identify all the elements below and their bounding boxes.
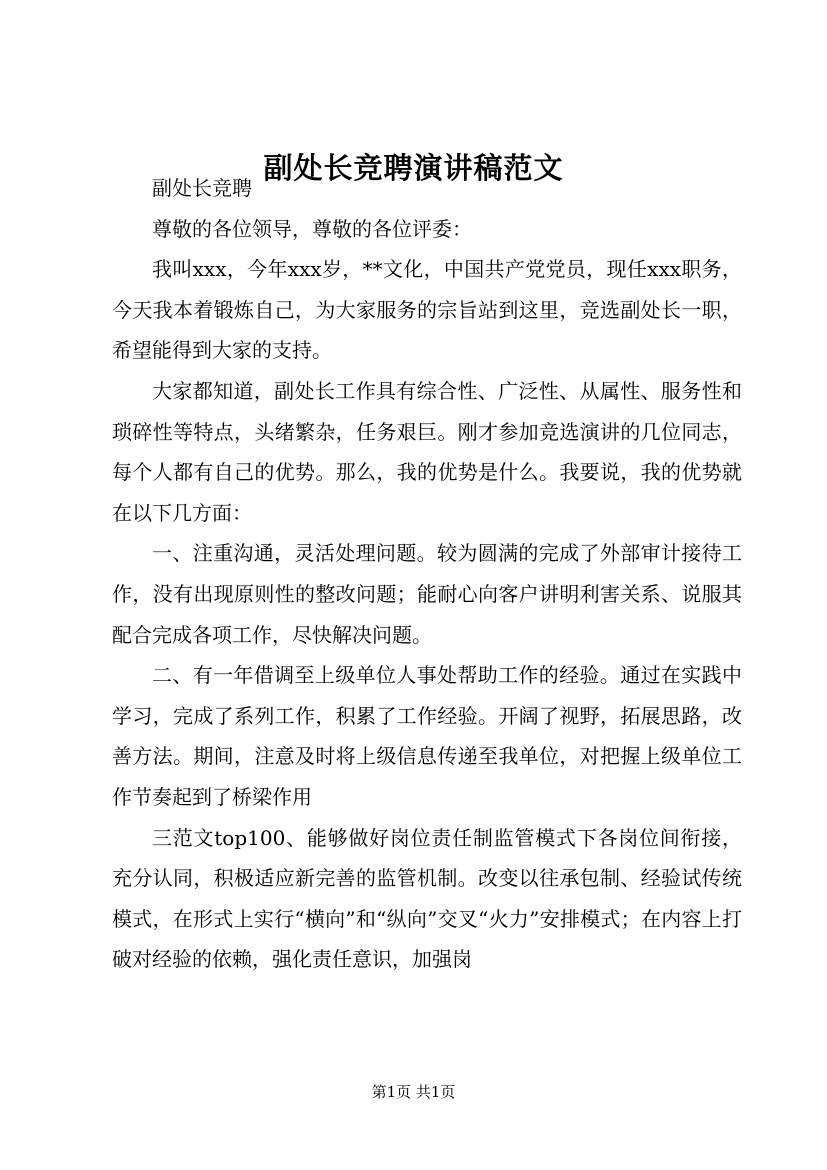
document-body bbox=[112, 168, 742, 980]
paragraph-subtitle: 副处长竞聘 bbox=[152, 176, 252, 200]
paragraph-point-one: 一、注重沟通，灵活处理问题。较为圆满的完成了外部审计接待工作，没有出现原则性的整改问题；能耐心向客户讲明利害关系、说服其配合完成各项工作，尽快解决问题。 bbox=[112, 541, 742, 647]
page-footer: 第1页 共1页 bbox=[371, 1083, 456, 1101]
paragraph-salutation: 尊敬的各位领导，尊敬的各位评委： bbox=[152, 216, 472, 241]
paragraph-introduction: 我叫xxx，今年xxx岁，**文化，中国共产党党员，现任xxx职务，今天我本着锻炼自己，为大家服务的宗旨站到这里，竞选副处长一职，希望能得到大家的支持。 bbox=[112, 257, 742, 363]
document-title: 副处长竞聘演讲稿范文 bbox=[263, 151, 564, 185]
paragraph-overview: 大家都知道，副处长工作具有综合性、广泛性、从属性、服务性和琐碎性等特点，头绪繁杂，任务艰巨。刚才参加竞选演讲的几位同志，每个人都有自己的优势。那么，我的优势是什么。我要说，我的优势就在以下几方面： bbox=[112, 378, 742, 525]
paragraph-point-three: 三范文top100、能够做好岗位责任制监管模式下各岗位间衔接，充分认同，积极适应新完善的监管机制。改变以往承包制、经验试传统模式，在形式上实行“横向”和“纵向”交叉“火力”安排模式；在内容上打破对经验的依赖，强化责任意识，加强岗 bbox=[112, 825, 742, 972]
paragraph-point-two: 二、有一年借调至上级单位人事处帮助工作的经验。通过在实践中学习，完成了系列工作，积累了工作经验。开阔了视野，拓展思路，改善方法。期间，注意及时将上级信息传递至我单位，对把握上级单位工作节奏起到了桥梁作用 bbox=[112, 663, 742, 809]
